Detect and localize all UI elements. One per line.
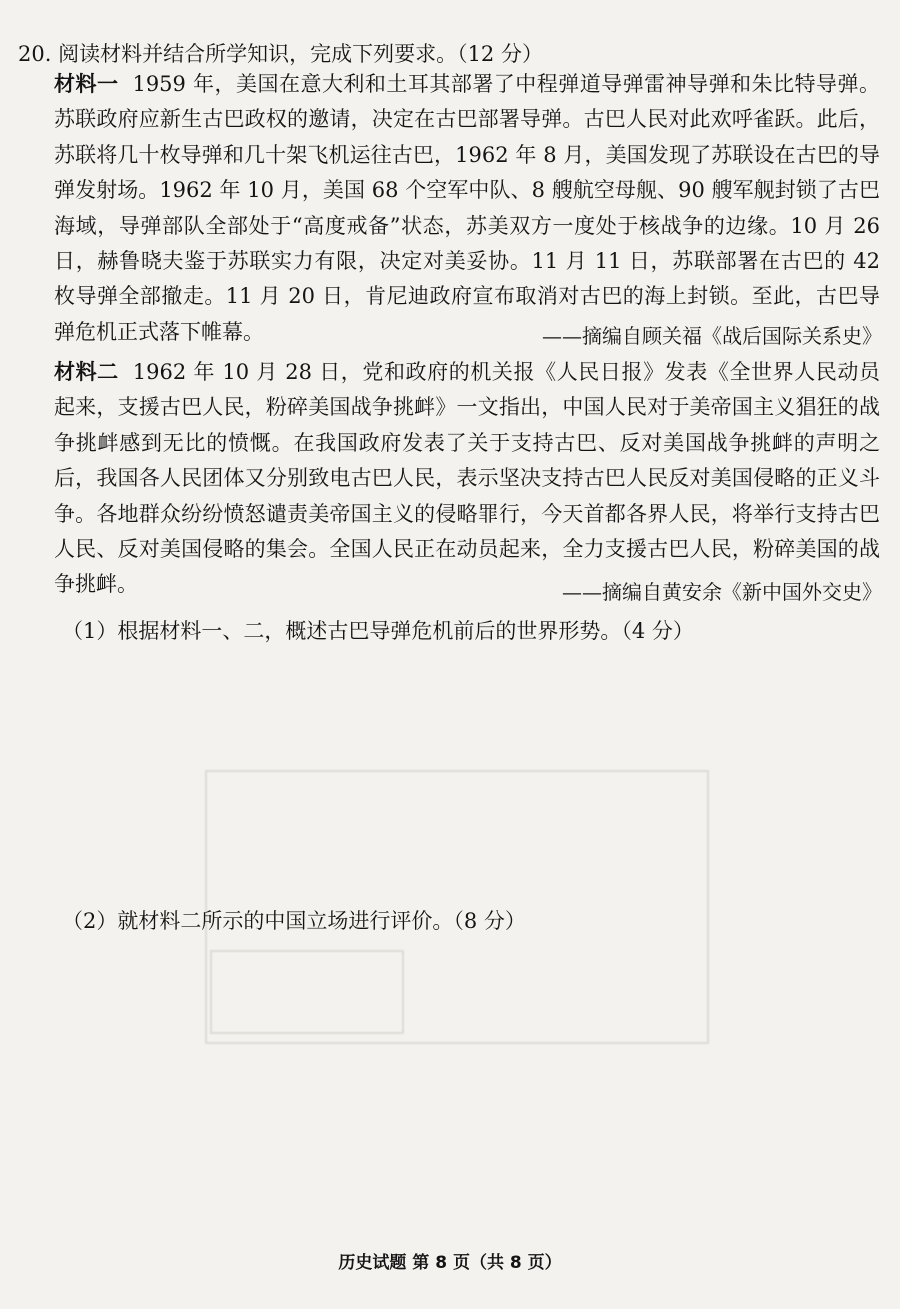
material-one-source: ——摘编自顾关福《战后国际关系史》 [542,324,882,348]
material-one-text: 1959 年，美国在意大利和土耳其部署了中程弹道导弹雷神导弹和朱比特导弹。苏联政府应新生古巴政权的邀请，决定在古巴部署导弹。古巴人民对此欢呼雀跃。此后，苏联将几十枚导弹和几十架飞机运往古巴，1962 年 8 月，美国发现了苏联设在古巴的导弹发射场。1962 年 10 月，美国 68 个空军中队、8 艘航空母舰、90 艘军舰封锁了古巴海域，导弹部队全部处于“高度戒备”状态，苏美双方一度处于核战争的边缘。10 月 26 日，赫鲁晓夫鉴于苏联实力有限，决定对美妥协。11 月 11 日，苏联部署在古巴的 42 枚导弹全部撤走。11 月 20 日，肯尼迪政府宣布取消对古巴的海上封锁。至此，古巴导弹危机正式落下帷幕。 [54,72,880,344]
material-two [54,354,880,603]
material-two-text: 1962 年 10 月 28 日，党和政府的机关报《人民日报》发表《全世界人民动员起来，支援古巴人民，粉碎美国战争挑衅》一文指出，中国人民对于美帝国主义猖狂的战争挑衅感到无比的愤慨。在我国政府发表了关于支持古巴、反对美国战争挑衅的声明之后，我国各人民团体又分别致电古巴人民，表示坚决支持古巴人民反对美国侵略的正义斗争。各地群众纷纷愤怒谴责美帝国主义的侵略罪行，今天首都各界人民，将举行支持古巴人民、反对美国侵略的集会。全国人民正在动员起来，全力支援古巴人民，粉碎美国的战争挑衅。 [54,360,880,597]
material-two-label: 材料二 [54,359,119,384]
subquestion-1: （1）根据材料一、二，概述古巴导弹危机前后的世界形势。（4 分） [62,619,694,643]
question-heading: 20. 阅读材料并结合所学知识，完成下列要求。（12 分） [18,42,543,66]
material-one-label: 材料一 [54,71,119,96]
material-two-source: ——摘编自黄安余《新中国外交史》 [562,580,882,604]
material-one [54,66,880,350]
bleed-through-legend-frame [210,950,404,1034]
page-footer: 历史试题 第 8 页（共 8 页） [338,1253,562,1273]
subquestion-2: （2）就材料二所示的中国立场进行评价。（8 分） [62,909,526,933]
